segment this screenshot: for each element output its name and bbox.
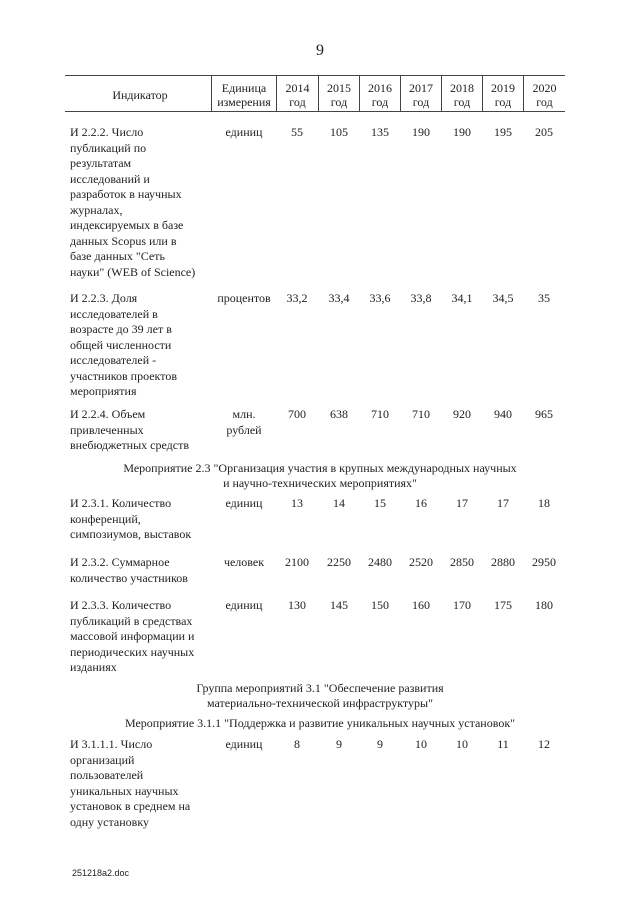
year-label: 2020 <box>532 81 557 95</box>
label-line: индексируемых в базе <box>70 218 184 232</box>
value-2020: 965 <box>535 407 553 421</box>
row-label <box>70 291 212 400</box>
section-heading <box>0 461 640 491</box>
label-line: публикаций в средствах <box>70 613 193 628</box>
label-line: И 2.3.2. Суммарное <box>70 555 170 569</box>
year-label: 2015 <box>327 81 351 95</box>
label-line: организаций <box>70 752 135 767</box>
value-2014: 700 <box>288 407 306 421</box>
label-line: И 3.1.1.1. Число <box>70 737 153 751</box>
label-line: общей численности <box>70 337 172 352</box>
value-2016: 135 <box>371 125 389 139</box>
header-unit-line: измерения <box>217 95 271 109</box>
row-label <box>70 407 212 454</box>
year-word: год <box>536 95 553 109</box>
label-line: внебюджетных средств <box>70 438 190 452</box>
label-line: установок в среднем на <box>70 799 191 813</box>
value-2019: 2880 <box>491 555 515 569</box>
table-top-rule <box>65 75 565 76</box>
label-line: И 2.2.4. Объем <box>70 407 146 421</box>
section-line: и научно-технических мероприятиях" <box>223 476 417 490</box>
label-line: участников проектов <box>70 368 177 383</box>
year-label: 2018 <box>450 81 474 95</box>
value-2017: 16 <box>415 496 427 510</box>
label-line: одну установку <box>70 814 149 829</box>
label-line: возрасте до 39 лет в <box>70 322 172 336</box>
value-2014: 55 <box>291 125 303 139</box>
value-2015: 14 <box>333 496 345 510</box>
label-line: науки" (WEB of Science) <box>70 264 196 279</box>
unit-line: процентов <box>217 291 271 305</box>
label-line: исследователей в <box>70 306 158 321</box>
row-unit <box>212 407 276 438</box>
label-line: И 2.2.3. Доля <box>70 291 138 305</box>
value-2017: 160 <box>412 598 430 612</box>
unit-line: млн. <box>232 407 256 421</box>
year-label: 2016 <box>368 81 392 95</box>
value-2015: 9 <box>336 737 342 751</box>
unit-line: единиц <box>225 598 263 612</box>
row-unit <box>212 125 276 141</box>
value-2018: 170 <box>453 598 471 612</box>
value-2017: 710 <box>412 407 430 421</box>
label-line: разработок в научных <box>70 187 182 201</box>
row-label <box>70 598 212 676</box>
unit-line: рублей <box>226 422 262 437</box>
value-2015: 2250 <box>327 555 351 569</box>
row-unit <box>212 598 276 614</box>
label-line: симпозиумов, выставок <box>70 527 192 541</box>
unit-line: единиц <box>225 737 263 751</box>
value-2017: 10 <box>415 737 427 751</box>
label-line: публикаций по <box>70 140 147 155</box>
header-year-2017 <box>401 81 441 109</box>
section-heading <box>0 681 640 711</box>
label-line: пользователей <box>70 768 144 782</box>
label-line: изданиях <box>70 660 117 674</box>
label-line: периодических научных <box>70 644 195 659</box>
unit-line: единиц <box>225 125 263 139</box>
section-line: Группа мероприятий 3.1 "Обеспечение развития <box>196 681 444 695</box>
value-2020: 2950 <box>532 555 556 569</box>
value-2019: 940 <box>494 407 512 421</box>
value-2015: 33,4 <box>328 291 350 305</box>
value-2018: 10 <box>456 737 468 751</box>
value-2016: 9 <box>377 737 383 751</box>
value-2017: 190 <box>412 125 430 139</box>
value-2020: 12 <box>538 737 550 751</box>
header-indicator: Индикатор <box>112 88 168 102</box>
year-label: 2014 <box>285 81 310 95</box>
unit-line: человек <box>223 555 265 569</box>
value-2015: 145 <box>330 598 348 612</box>
label-line: данных Scopus или в <box>70 233 177 248</box>
value-2016: 15 <box>374 496 386 510</box>
label-line: исследований и <box>70 171 150 186</box>
header-unit <box>212 81 276 109</box>
row-label <box>70 555 212 586</box>
section-line: Мероприятие 2.3 "Организация участия в крупных международных научных <box>123 461 517 475</box>
year-word: год <box>330 95 348 109</box>
value-2019: 195 <box>494 125 512 139</box>
row-unit <box>212 496 276 512</box>
value-2018: 190 <box>453 125 471 139</box>
row-unit <box>212 291 276 307</box>
label-line: мероприятия <box>70 384 137 398</box>
value-2014: 33,2 <box>286 291 308 305</box>
unit-line: единиц <box>225 496 263 510</box>
value-2020: 180 <box>535 598 553 612</box>
label-line: количество участников <box>70 570 188 585</box>
label-line: привлеченных <box>70 422 144 437</box>
year-word: год <box>371 95 389 109</box>
value-2014: 8 <box>294 737 300 751</box>
value-2018: 34,1 <box>451 291 473 305</box>
value-2020: 205 <box>535 125 553 139</box>
footer-filename: 251218a2.doc <box>72 868 130 878</box>
row-label <box>70 496 212 543</box>
row-unit <box>212 555 276 571</box>
label-line: И 2.2.2. Число <box>70 125 144 139</box>
label-line: уникальных научных <box>70 783 179 798</box>
row-label <box>70 125 212 280</box>
label-line: результатам <box>70 156 132 170</box>
value-2019: 175 <box>494 598 512 612</box>
value-2020: 35 <box>538 291 550 305</box>
year-word: год <box>289 95 306 109</box>
value-2017: 2520 <box>409 555 433 569</box>
value-2016: 33,6 <box>369 291 391 305</box>
label-line: конференций, <box>70 511 141 526</box>
header-year-2014 <box>277 81 318 109</box>
header-year-2019 <box>483 81 523 109</box>
value-2018: 2850 <box>450 555 474 569</box>
section-line: Мероприятие 3.1.1 "Поддержка и развитие уникальных научных установок" <box>124 716 516 730</box>
header-year-2018 <box>442 81 482 109</box>
label-line: журналах, <box>70 202 123 217</box>
section-heading <box>0 716 640 731</box>
header-year-2015 <box>319 81 359 109</box>
year-word: год <box>412 95 430 109</box>
value-2019: 34,5 <box>492 291 514 305</box>
value-2018: 920 <box>453 407 471 421</box>
value-2014: 13 <box>291 496 303 510</box>
year-word: год <box>494 95 512 109</box>
label-line: базе данных "Сеть <box>70 249 165 263</box>
year-label: 2019 <box>491 81 515 95</box>
section-line: материально-технической инфраструктуры" <box>207 696 433 710</box>
label-line: массовой информации и <box>70 629 195 643</box>
year-word: год <box>453 95 471 109</box>
value-2017: 33,8 <box>410 291 432 305</box>
value-2018: 17 <box>456 496 468 510</box>
row-label <box>70 737 212 830</box>
header-year-2020 <box>524 81 565 109</box>
label-line: И 2.3.1. Количество <box>70 496 172 510</box>
value-2020: 18 <box>538 496 550 510</box>
value-2016: 150 <box>371 598 389 612</box>
value-2016: 2480 <box>368 555 392 569</box>
table-header-rule <box>65 111 565 112</box>
value-2019: 11 <box>497 737 509 751</box>
value-2015: 105 <box>330 125 348 139</box>
label-line: И 2.3.3. Количество <box>70 598 172 612</box>
row-unit <box>212 737 276 753</box>
header-unit-line: Единица <box>221 81 267 95</box>
header-year-2016 <box>360 81 400 109</box>
value-2019: 17 <box>497 496 509 510</box>
page-number: 9 <box>316 42 324 59</box>
value-2016: 710 <box>371 407 389 421</box>
year-label: 2017 <box>409 81 433 95</box>
value-2015: 638 <box>330 407 348 421</box>
label-line: исследователей - <box>70 353 157 367</box>
value-2014: 2100 <box>285 555 309 569</box>
value-2014: 130 <box>288 598 306 612</box>
